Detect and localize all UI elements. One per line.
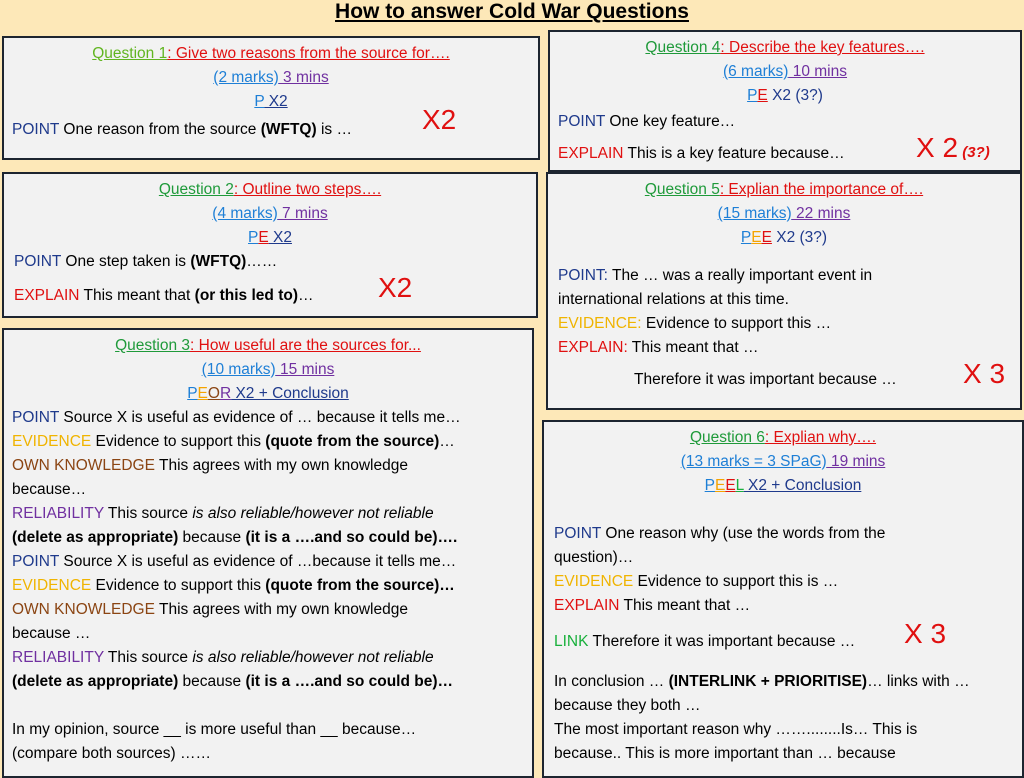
structure-o: O <box>207 385 220 402</box>
structure-e1: E <box>751 229 762 246</box>
question-3-mins: 15 mins <box>275 361 335 378</box>
question-2-label: Question 2 <box>158 181 234 198</box>
structure-p: P <box>248 229 259 246</box>
question-1-box <box>2 36 540 160</box>
question-3-evidence-1 <box>12 430 524 454</box>
structure-p: P <box>747 87 758 104</box>
question-3-opinion-continued: (compare both sources) …… <box>12 745 211 762</box>
structure-e1: E <box>714 477 726 494</box>
question-2-point-line <box>14 250 526 274</box>
question-3-structure <box>12 382 524 406</box>
question-6-box <box>542 420 1024 778</box>
question-6-heading <box>554 426 1012 450</box>
point-tail: …… <box>246 253 278 270</box>
question-3-opinion: In my opinion, source __ is more useful than __ because… <box>12 721 417 738</box>
explain-tail: … <box>297 287 314 304</box>
question-2-explain-line <box>14 272 526 308</box>
structure-e: E <box>197 385 208 402</box>
evidence-text: Evidence to support this is … <box>633 573 839 590</box>
point-text: The … was a really important event in <box>607 267 873 284</box>
question-1-mins: 3 mins <box>278 69 329 86</box>
conclusion-line-4: because.. This is more important than … because <box>554 745 896 762</box>
structure-multiplier: X2 (3?) <box>767 87 823 104</box>
question-2-prompt: : Outline two steps…. <box>233 181 382 198</box>
question-3-reliability-1-continued <box>12 526 524 550</box>
question-6-point-line <box>554 522 1012 546</box>
reliability-bold-2: (it is a ….and so could be)…. <box>245 529 458 546</box>
question-3-marks-line <box>12 358 524 382</box>
point-text: Source X is useful as evidence of … because it tells me… <box>59 409 461 426</box>
point-bold: (WFTQ) <box>190 253 247 270</box>
reliability-text: This source <box>103 649 193 666</box>
reliability-bold: (delete as appropriate) <box>12 673 179 690</box>
point-text-continued: question)… <box>554 549 634 566</box>
reliability-italic: is also reliable/however not reliable <box>192 649 434 666</box>
question-3-evidence-2 <box>12 574 524 598</box>
question-6-marks: (13 marks = 3 SPaG) <box>680 453 827 470</box>
question-4-heading <box>558 36 1012 60</box>
point-text: One reason from the source <box>59 121 261 138</box>
structure-p: P <box>740 229 752 246</box>
question-2-mins: 7 mins <box>277 205 328 222</box>
question-4-mins: 10 mins <box>788 63 848 80</box>
structure-r: R <box>219 385 232 402</box>
point-label: POINT <box>12 409 60 426</box>
question-1-heading <box>12 42 530 66</box>
question-4-box <box>548 30 1022 172</box>
question-2-box <box>2 172 538 318</box>
explain-text: This meant that <box>79 287 195 304</box>
structure-multiplier: X2 + Conclusion <box>231 385 349 402</box>
question-4-structure <box>558 84 1012 108</box>
page-title: How to answer Cold War Questions <box>335 0 689 23</box>
question-5-prompt: : Explian the importance of…. <box>719 181 924 198</box>
question-4-label: Question 4 <box>645 39 721 56</box>
question-3-reliability-2-continued <box>12 670 524 694</box>
reliability-mid: because <box>178 529 246 546</box>
question-4-prompt: : Describe the key features…. <box>720 39 925 56</box>
reliability-label: RELIABILITY <box>12 505 104 522</box>
explain-label: EXPLAIN <box>554 597 620 614</box>
question-1-marks: (2 marks) <box>213 69 279 86</box>
point-label: POINT <box>14 253 62 270</box>
structure-multiplier: X2 <box>264 93 288 110</box>
evidence-tail: … <box>439 433 455 450</box>
question-1-label: Question 1 <box>92 45 168 62</box>
explain-text: This meant that … <box>627 339 759 356</box>
question-3-label: Question 3 <box>115 337 191 354</box>
own-knowledge-text-continued: because… <box>12 481 87 498</box>
question-3-own-knowledge-2 <box>12 598 524 622</box>
evidence-label: EVIDENCE <box>12 433 92 450</box>
explain-text: This meant that … <box>619 597 751 614</box>
question-5-structure <box>558 226 1010 250</box>
question-5-heading <box>558 178 1010 202</box>
question-6-prompt: : Explian why…. <box>764 429 877 446</box>
question-5-point-line <box>558 264 1010 288</box>
question-4-marks: (6 marks) <box>722 63 789 80</box>
question-5-mins: 22 mins <box>791 205 851 222</box>
structure-multiplier: X2 (3?) <box>771 229 828 246</box>
evidence-bold: (quote from the source)… <box>265 577 455 594</box>
structure-multiplier: X2 + Conclusion <box>743 477 862 494</box>
point-tail: is … <box>316 121 352 138</box>
structure-e2: E <box>761 229 772 246</box>
point-label: POINT: <box>558 267 608 284</box>
question-6-marks-line <box>554 450 1012 474</box>
point-text: One key feature… <box>605 113 736 130</box>
question-4-multiplier <box>916 132 990 165</box>
question-3-prompt: : How useful are the sources for... <box>190 337 421 354</box>
explain-bold: (or this led to) <box>194 287 298 304</box>
structure-p: P <box>187 385 198 402</box>
evidence-text: Evidence to support this <box>91 433 266 450</box>
question-1-prompt: : Give two reasons from the source for…. <box>167 45 450 62</box>
explain-label: EXPLAIN: <box>558 339 628 356</box>
question-4-explain-line <box>558 132 1012 166</box>
reliability-mid: because <box>178 673 246 690</box>
evidence-label: EVIDENCE <box>554 573 634 590</box>
point-label: POINT <box>12 553 60 570</box>
question-3-reliability-1 <box>12 502 524 526</box>
question-3-reliability-2 <box>12 646 524 670</box>
question-4-marks-line <box>558 60 1012 84</box>
structure-e: E <box>258 229 269 246</box>
evidence-label: EVIDENCE: <box>558 315 642 332</box>
question-1-multiplier: X2 <box>422 104 457 135</box>
question-3-point-1 <box>12 406 524 430</box>
point-label: POINT <box>554 525 602 542</box>
explain-text: This is a key feature because… <box>623 145 845 162</box>
structure-p: P <box>704 477 715 494</box>
question-6-structure <box>554 474 1012 498</box>
question-5-therefore-line <box>558 358 1010 392</box>
question-3-marks: (10 marks) <box>201 361 276 378</box>
own-knowledge-text: This agrees with my own knowledge <box>154 457 408 474</box>
reliability-text: This source <box>103 505 193 522</box>
question-5-multiplier: X 3 <box>963 358 1006 389</box>
own-knowledge-label: OWN KNOWLEDGE <box>12 457 155 474</box>
structure-e2: E <box>725 477 736 494</box>
structure-multiplier: X2 <box>268 229 292 246</box>
evidence-label: EVIDENCE <box>12 577 92 594</box>
question-6-evidence-line <box>554 570 1012 594</box>
conclusion-line-3: The most important reason why ……........Is… This is <box>554 721 918 738</box>
question-6-multiplier: X 3 <box>904 618 947 649</box>
question-5-explain-line <box>558 336 1010 360</box>
evidence-text: Evidence to support this <box>91 577 266 594</box>
therefore-text: Therefore it was important because … <box>634 371 897 388</box>
reliability-label: RELIABILITY <box>12 649 104 666</box>
reliability-bold-2: (it is a ….and so could be)… <box>245 673 454 690</box>
structure-l: L <box>735 477 744 494</box>
conclusion-text: In conclusion … <box>554 673 669 690</box>
point-label: POINT <box>12 121 60 138</box>
point-label: POINT <box>558 113 606 130</box>
conclusion-bold: (INTERLINK + PRIORITISE) <box>668 673 868 690</box>
question-3-own-knowledge-1 <box>12 454 524 478</box>
question-2-multiplier: X2 <box>378 272 413 303</box>
point-text: One step taken is <box>61 253 191 270</box>
own-knowledge-text: This agrees with my own knowledge <box>154 601 408 618</box>
conclusion-tail: … links with … <box>867 673 970 690</box>
explain-label: EXPLAIN <box>14 287 80 304</box>
point-text: One reason why (use the words from the <box>601 525 886 542</box>
multiplier-note: (3?) <box>958 144 990 161</box>
question-3-point-2 <box>12 550 524 574</box>
question-2-heading <box>14 178 526 202</box>
link-label: LINK <box>554 633 589 650</box>
question-3-box <box>2 328 534 778</box>
question-6-explain-line <box>554 594 1012 618</box>
question-5-evidence-line <box>558 312 1010 336</box>
evidence-text: Evidence to support this … <box>641 315 832 332</box>
question-2-marks: (4 marks) <box>212 205 278 222</box>
question-3-heading <box>12 334 524 358</box>
point-bold: (WFTQ) <box>260 121 317 138</box>
explain-label: EXPLAIN <box>558 145 624 162</box>
question-5-label: Question 5 <box>644 181 720 198</box>
question-6-mins: 19 mins <box>826 453 886 470</box>
multiplier-text: X 2 <box>916 132 959 163</box>
question-5-marks-line <box>558 202 1010 226</box>
own-knowledge-label: OWN KNOWLEDGE <box>12 601 155 618</box>
question-1-marks-line <box>12 66 530 90</box>
question-6-link-line <box>554 618 1012 654</box>
question-2-structure <box>14 226 526 250</box>
question-1-point-line <box>12 104 530 142</box>
question-5-marks: (15 marks) <box>717 205 792 222</box>
question-6-conclusion <box>554 670 1012 694</box>
question-2-marks-line <box>14 202 526 226</box>
structure-p: P <box>254 93 265 110</box>
conclusion-line-2: because they both … <box>554 697 701 714</box>
structure-e: E <box>757 87 768 104</box>
question-4-point-line <box>558 110 1012 134</box>
own-knowledge-text-continued: because … <box>12 625 91 642</box>
question-5-box <box>546 172 1022 410</box>
point-text: Source X is useful as evidence of …because it tells me… <box>59 553 457 570</box>
reliability-bold: (delete as appropriate) <box>12 529 179 546</box>
link-text: Therefore it was important because … <box>588 633 856 650</box>
evidence-bold: (quote from the source) <box>265 433 440 450</box>
question-6-label: Question 6 <box>689 429 765 446</box>
point-text-continued: international relations at this time. <box>558 291 789 308</box>
reliability-italic: is also reliable/however not reliable <box>192 505 434 522</box>
